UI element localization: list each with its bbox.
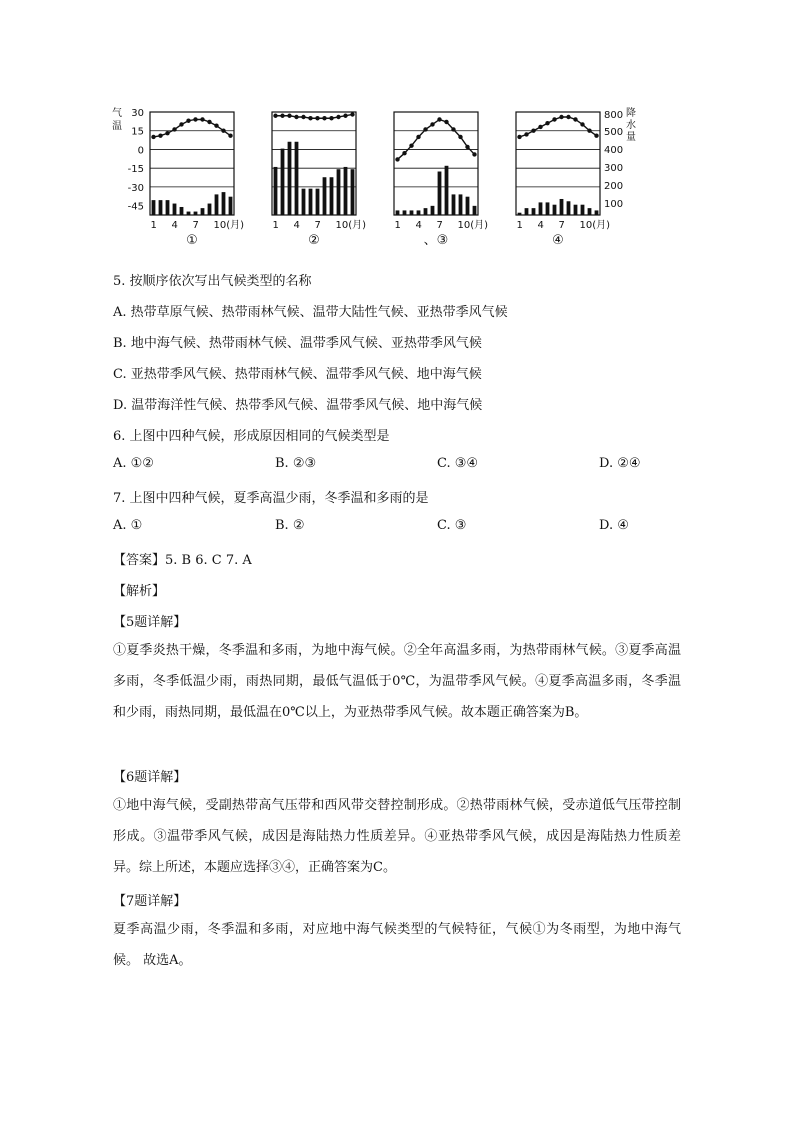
chart-2-precip-bar	[288, 142, 292, 215]
chart-1-temp-axis-label: 气	[112, 108, 122, 119]
chart-3-precip-bar	[466, 197, 470, 215]
detail7-title: 【7题详解】	[113, 894, 187, 909]
chart-2-temp-point	[315, 116, 319, 120]
chart-4-precip-bar	[581, 205, 585, 215]
chart-1-temp-point	[228, 134, 232, 138]
chart-4-precip-axis-label: 降	[626, 108, 636, 119]
q6-option-c: C. ③④	[437, 456, 479, 471]
chart-4-precip-bar	[553, 205, 557, 215]
chart-1-temp-point	[172, 127, 176, 131]
chart-1-x-tick: 4	[171, 220, 178, 231]
detail6-text: ①地中海气候，受副热带高气压带和西风带交替控制形成。②热带雨林气候，受赤道低气压带控制形成。③温带季风气候，成因是海陆热力性质差异。④亚热带季风气候，成因是海陆热力性质差异。综上所述，本题应选择③④，正确答案为C。	[113, 798, 681, 875]
chart-3-temp-point	[409, 144, 413, 148]
chart-3-temp-point	[444, 120, 448, 124]
chart-4-precip-bar	[539, 202, 543, 215]
chart-4-temp-point	[566, 115, 570, 119]
q5-option-a: A. 热带草原气候、热带雨林气候、温带大陆性气候、亚热带季风气候	[113, 305, 508, 320]
chart-3-precip-bar	[473, 206, 477, 215]
chart-3-temp-point	[458, 135, 462, 139]
chart-1-precip-bar	[222, 192, 226, 215]
chart-4-x-tick: 10(月)	[579, 220, 611, 231]
chart-2-temp-point	[294, 115, 298, 119]
chart-1-temp-tick: -45	[127, 201, 144, 213]
chart-4-temp-point	[531, 129, 535, 133]
chart-4-x-tick: 1	[516, 220, 523, 231]
chart-4-precip-axis-label: 量	[626, 132, 636, 143]
chart-1-temp-tick: 30	[131, 108, 144, 119]
chart-3-temp-point	[423, 127, 427, 131]
chart-1-precip-bar	[180, 207, 184, 215]
chart-4-precip-bar	[546, 202, 550, 215]
detail7-text: 夏季高温少雨，冬季温和多雨，对应地中海气候类型的气候特征，气候①为冬雨型，为地中海气候。 故选A。	[113, 922, 681, 968]
chart-2-precip-bar	[323, 177, 327, 215]
chart-4-temp-point	[538, 125, 542, 129]
chart-1-temp-point	[200, 117, 204, 121]
chart-3-x-tick: 10(月)	[457, 220, 489, 231]
chart-1-precip-bar	[187, 212, 191, 215]
detail6-title: 【6题详解】	[113, 770, 187, 785]
chart-2-precip-bar	[309, 189, 313, 215]
chart-3-precip-bar	[410, 210, 414, 215]
chart-2-precip-bar	[295, 142, 299, 215]
chart-2-temp-point	[280, 114, 284, 118]
chart-3-frame	[394, 112, 478, 215]
chart-1-precip-bar	[152, 200, 156, 215]
detail5-text: ①夏季炎热干燥，冬季温和多雨，为地中海气候。②全年高温多雨，为热带雨林气候。③夏季高温多雨，冬季低温少雨，雨热同期，最低气温低于0℃，为温带季风气候。④夏季高温多雨，冬季温和少雨，雨热同期，最低温在0℃以上，为亚热带季风气候。故本题正确答案为B。	[113, 643, 681, 720]
chart-4-precip-bar	[588, 208, 592, 215]
chart-3-precip-bar	[459, 194, 463, 215]
chart-2-precip-bar	[316, 189, 320, 215]
chart-1-temp-point	[186, 119, 190, 123]
chart-4-temp-point	[587, 129, 591, 133]
chart-3-precip-bar	[396, 210, 400, 215]
chart-4-precip-tick: 400	[604, 145, 624, 156]
chart-1-temp-point	[214, 124, 218, 128]
chart-4-frame	[516, 112, 600, 215]
chart-2-precip-bar	[274, 167, 278, 215]
chart-2-temp-point	[301, 115, 305, 119]
chart-3-precip-bar	[431, 206, 435, 215]
chart-2-frame	[272, 112, 356, 215]
chart-1-temp-point	[207, 120, 211, 124]
chart-1-precip-bar	[166, 200, 170, 215]
chart-3-temp-point	[437, 117, 441, 121]
chart-1-temp-point	[165, 131, 169, 135]
q6-stem: 6. 上图中四种气候，形成原因相同的气候类型是	[113, 429, 390, 444]
q7-option-b: B. ②	[275, 518, 305, 533]
chart-4-temp-point	[545, 121, 549, 125]
chart-3-x-tick: 4	[415, 220, 422, 231]
chart-4-temp-point	[517, 135, 521, 139]
chart-4-precip-tick: 300	[604, 163, 624, 174]
chart-2-temp-point	[329, 116, 333, 120]
chart-4-caption: ④	[552, 233, 564, 248]
chart-4-temp-point	[580, 122, 584, 126]
chart-1-precip-bar	[215, 194, 219, 215]
chart-4-x-tick: 4	[537, 220, 544, 231]
q5-option-c: C. 亚热带季风气候、热带雨林气候、温带季风气候、地中海气候	[113, 367, 482, 382]
chart-1-temp-point	[151, 135, 155, 139]
chart-1-temp-axis-label: 温	[112, 121, 122, 132]
q7-option-d: D. ④	[599, 518, 629, 533]
chart-4-temp-point	[559, 115, 563, 119]
q5-option-b: B. 地中海气候、热带雨林气候、温带季风气候、亚热带季风气候	[113, 336, 482, 351]
chart-2-temp-point	[322, 116, 326, 120]
chart-1-x-tick: 7	[192, 220, 199, 231]
chart-3-temp-point	[395, 157, 399, 161]
chart-2-temp-point	[308, 116, 312, 120]
chart-4-precip-bar	[574, 205, 578, 215]
q6-option-d: D. ②④	[599, 456, 641, 471]
chart-2-precip-bar	[302, 189, 306, 215]
chart-2-precip-bar	[281, 149, 285, 215]
chart-4-x-tick: 7	[558, 220, 565, 231]
detail5-title: 【5题详解】	[113, 615, 187, 630]
chart-4-temp-point	[524, 132, 528, 136]
chart-2-precip-bar	[337, 169, 341, 215]
chart-2-temp-point	[336, 115, 340, 119]
chart-4-precip-tick: 100	[604, 199, 624, 210]
chart-1-temp-tick: 15	[131, 126, 144, 138]
chart-3-temp-point	[402, 151, 406, 155]
chart-1-temp-point	[179, 122, 183, 126]
chart-1-precip-bar	[173, 204, 177, 215]
chart-1-precip-bar	[159, 200, 163, 215]
chart-2-temp-point	[287, 114, 291, 118]
chart-4-precip-tick: 200	[604, 181, 624, 192]
chart-4-precip-bar	[595, 210, 599, 215]
q7-stem: 7. 上图中四种气候，夏季高温少雨，冬季温和多雨的是	[113, 491, 429, 506]
answer-line: 【答案】5. B 6. C 7. A	[113, 553, 252, 568]
chart-2-x-tick: 7	[314, 220, 321, 231]
q6-option-b: B. ②③	[275, 456, 317, 471]
chart-3-precip-bar	[452, 194, 456, 215]
chart-2-precip-bar	[344, 167, 348, 215]
chart-4-precip-bar	[525, 208, 529, 215]
chart-3-caption: 、③	[423, 233, 449, 248]
chart-2-temp-line	[276, 114, 353, 118]
chart-1-x-tick: 10(月)	[213, 220, 245, 231]
chart-2-precip-bar	[351, 169, 355, 215]
chart-4-precip-bar	[560, 199, 564, 215]
chart-2-temp-point	[343, 114, 347, 118]
q5-stem: 5. 按顺序依次写出气候类型的名称	[113, 274, 312, 289]
chart-1-temp-point	[193, 117, 197, 121]
chart-3-temp-point	[430, 122, 434, 126]
chart-1-precip-bar	[201, 208, 205, 215]
chart-2-temp-point	[350, 112, 354, 116]
chart-4-precip-bar	[518, 213, 522, 215]
chart-2-x-tick: 10(月)	[335, 220, 367, 231]
q6-option-a: A. ①②	[113, 456, 154, 471]
chart-1-precip-bar	[229, 197, 233, 215]
chart-1-temp-tick: -30	[127, 182, 144, 194]
chart-1-temp-tick: -15	[127, 164, 144, 176]
chart-3-temp-point	[451, 127, 455, 131]
q7-option-c: C. ③	[437, 518, 467, 533]
chart-2-caption: ②	[308, 233, 320, 248]
chart-1-temp-line	[154, 119, 231, 136]
chart-3-temp-point	[465, 145, 469, 149]
chart-3-temp-point	[416, 135, 420, 139]
q7-option-a: A. ①	[113, 518, 143, 533]
chart-3-temp-line	[398, 119, 475, 159]
chart-1-frame	[150, 112, 234, 215]
chart-1-precip-bar	[208, 204, 212, 215]
chart-3-x-tick: 7	[436, 220, 443, 231]
chart-4-precip-axis-label: 水	[626, 120, 636, 131]
q5-option-d: D. 温带海洋性气候、热带季风气候、温带季风气候、地中海气候	[113, 398, 483, 413]
chart-2-precip-bar	[330, 177, 334, 215]
chart-4-precip-tick: 500	[604, 127, 624, 138]
chart-2-x-tick: 4	[293, 220, 300, 231]
chart-4-precip-tick: 800	[604, 110, 624, 121]
climate-charts-svg	[110, 104, 636, 248]
chart-3-temp-point	[472, 152, 476, 156]
chart-4-precip-bar	[532, 208, 536, 215]
chart-4-temp-point	[594, 134, 598, 138]
chart-3-x-tick: 1	[394, 220, 401, 231]
chart-3-precip-bar	[445, 166, 449, 215]
chart-1-temp-point	[158, 134, 162, 138]
chart-4-temp-line	[520, 117, 597, 137]
chart-4-temp-point	[573, 117, 577, 121]
chart-1-x-tick: 1	[150, 220, 157, 231]
chart-3-precip-bar	[403, 210, 407, 215]
chart-1-temp-tick: 0	[137, 145, 144, 157]
analysis-label: 【解析】	[113, 584, 166, 599]
chart-3-precip-bar	[424, 208, 428, 215]
climate-charts	[110, 104, 636, 248]
chart-1-precip-bar	[194, 212, 198, 215]
chart-1-caption: ①	[186, 233, 198, 248]
chart-2-x-tick: 1	[272, 220, 279, 231]
chart-4-precip-bar	[567, 201, 571, 215]
chart-4-temp-point	[552, 117, 556, 121]
chart-3-precip-bar	[438, 172, 442, 215]
chart-2-temp-point	[273, 114, 277, 118]
chart-1-temp-point	[221, 129, 225, 133]
chart-3-precip-bar	[417, 210, 421, 215]
